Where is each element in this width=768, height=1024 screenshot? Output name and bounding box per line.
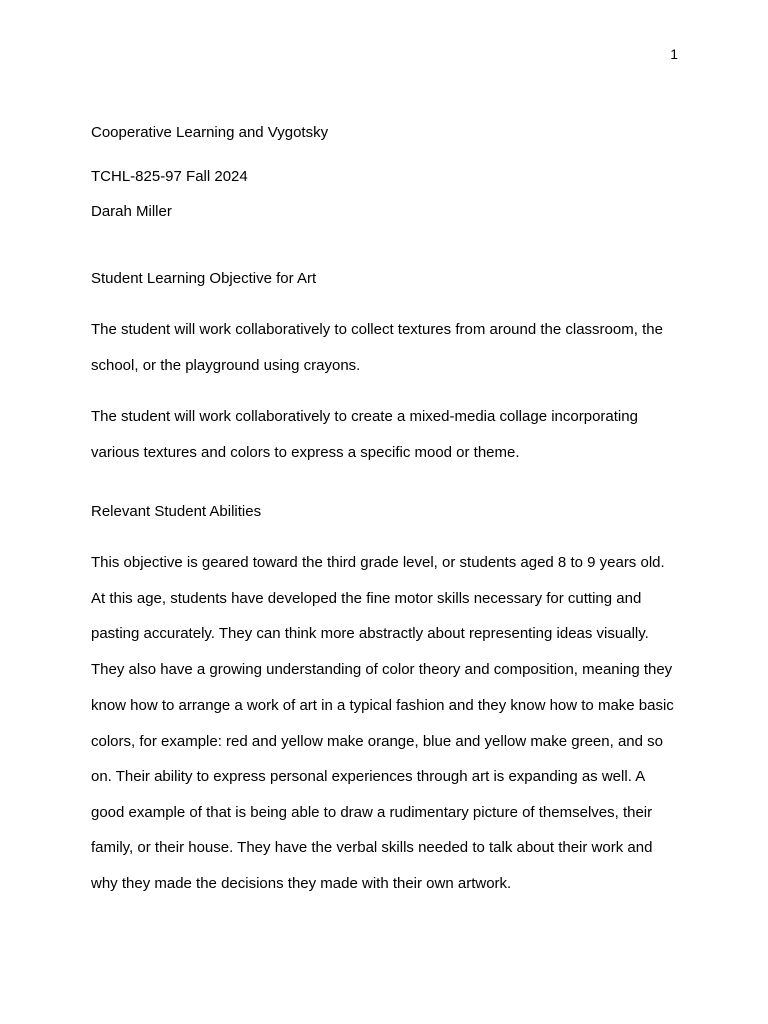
paragraph-line: pasting accurately. They can think more abstractly about representing ideas visually. <box>91 625 649 642</box>
paragraph-line: good example of that is being able to draw a rudimentary picture of themselves, their <box>91 804 653 821</box>
course-line: TCHL-825-97 Fall 2024 <box>91 168 248 185</box>
paragraph-line: The student will work collaboratively to create a mixed-media collage incorporating <box>91 408 638 425</box>
paragraph-line: on. Their ability to express personal experiences through art is expanding as well. A <box>91 768 646 785</box>
document-title: Cooperative Learning and Vygotsky <box>91 124 329 141</box>
author-line: Darah Miller <box>91 203 172 220</box>
paragraph-line: school, or the playground using crayons. <box>91 357 361 374</box>
paragraph-line: This objective is geared toward the third grade level, or students aged 8 to 9 years old. <box>91 554 665 571</box>
page-number: 1 <box>670 46 678 62</box>
paragraph-line: colors, for example: red and yellow make orange, blue and yellow make green, and so <box>91 733 663 750</box>
paragraph-line: The student will work collaboratively to collect textures from around the classroom, the <box>91 321 663 338</box>
paragraph-line: They also have a growing understanding of color theory and composition, meaning they <box>91 661 673 678</box>
section-heading-abilities: Relevant Student Abilities <box>91 503 262 520</box>
paragraph-line: know how to arrange a work of art in a typical fashion and they know how to make basic <box>91 697 674 714</box>
paragraph-line: family, or their house. They have the verbal skills needed to talk about their work and <box>91 839 653 856</box>
paragraph-line: At this age, students have developed the fine motor skills necessary for cutting and <box>91 590 642 607</box>
paragraph-line: various textures and colors to express a specific mood or theme. <box>91 444 520 461</box>
paragraph-line: why they made the decisions they made with their own artwork. <box>91 875 512 892</box>
section-heading-objective: Student Learning Objective for Art <box>91 270 317 287</box>
